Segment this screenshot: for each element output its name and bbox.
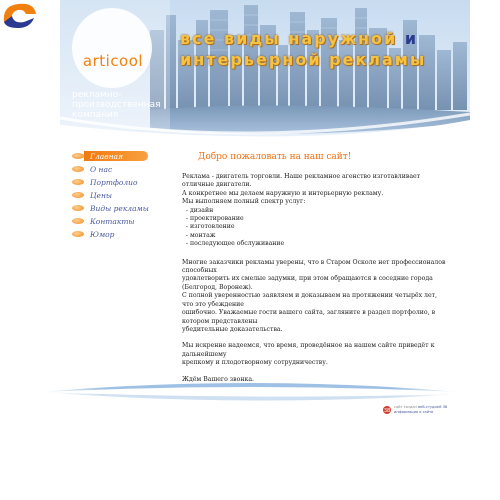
nav-item-home[interactable]: Главная (70, 150, 160, 163)
site-info-link[interactable]: информация о сайте (394, 410, 434, 414)
nav-item-prices[interactable]: Цены (70, 189, 160, 202)
main-nav (70, 150, 160, 241)
headline-line-1: все виды наружной и (180, 29, 419, 48)
logo-text[interactable]: articool (82, 52, 144, 70)
customers-paragraph: Многие заказчики рекламы уверены, что в Старом Осколе нет профессионалов способных удовлетворить их смелые задумки, при этом обращаются в соседние города (Белгород, Воронеж). С полной уверенностью заявляем и доказываем на протяжении четырёх лет, что это убеждение ошибочно. Уважаемые гости вашего сайта, загляните в раздел портфолио, в котором представлены убедительные доказательства. (182, 258, 446, 333)
welcome-heading: Добро пожаловать на наш сайт! (198, 152, 352, 162)
call-paragraph: Ждём Вашего звонка. (182, 375, 255, 383)
main-content (182, 150, 447, 392)
hope-paragraph: Мы искренне надеемся, что время, проведённое на нашем сайте приведёт к дальнейшему крепкому и плодотворному сотрудничеству. (182, 342, 435, 367)
nav-item-portfolio[interactable]: Портфолио (70, 176, 160, 189)
nav-item-humor[interactable]: Юмор (70, 228, 160, 241)
intro-paragraph: Реклама - двигатель торговли. Наше рекламное агенство изготавливает отличные двигатели. А конкретнее мы делаем наружную и интерьерную рекламу. Мы выполняем полный спектр услуг: - дизайн - проектирование - изготовление - монтаж - последующее обслуживание (182, 173, 421, 248)
orange-bullet-icon (72, 153, 84, 159)
svg-text:38: 38 (383, 408, 391, 414)
nav-item-contacts[interactable]: Контакты (70, 215, 160, 228)
headline-line-2: интерьерной рекламы (180, 50, 427, 69)
nav-item-ad-types[interactable]: Виды рекламы (70, 202, 160, 215)
studio-link[interactable]: веб-студией 38 (418, 405, 448, 409)
orange-bullet-icon (72, 205, 84, 211)
orange-bullet-icon (72, 231, 84, 237)
logo-icon (0, 0, 38, 30)
studio-logo-icon (382, 405, 392, 415)
orange-bullet-icon (72, 179, 84, 185)
header-banner (0, 0, 500, 140)
orange-bullet-icon (72, 218, 84, 224)
company-tagline: рекламно- производственная компания (72, 90, 161, 120)
headline-banner (180, 28, 460, 70)
orange-bullet-icon (72, 192, 84, 198)
orange-bullet-icon (72, 166, 84, 172)
nav-item-about[interactable]: О нас (70, 163, 160, 176)
logo-circle (72, 8, 152, 88)
